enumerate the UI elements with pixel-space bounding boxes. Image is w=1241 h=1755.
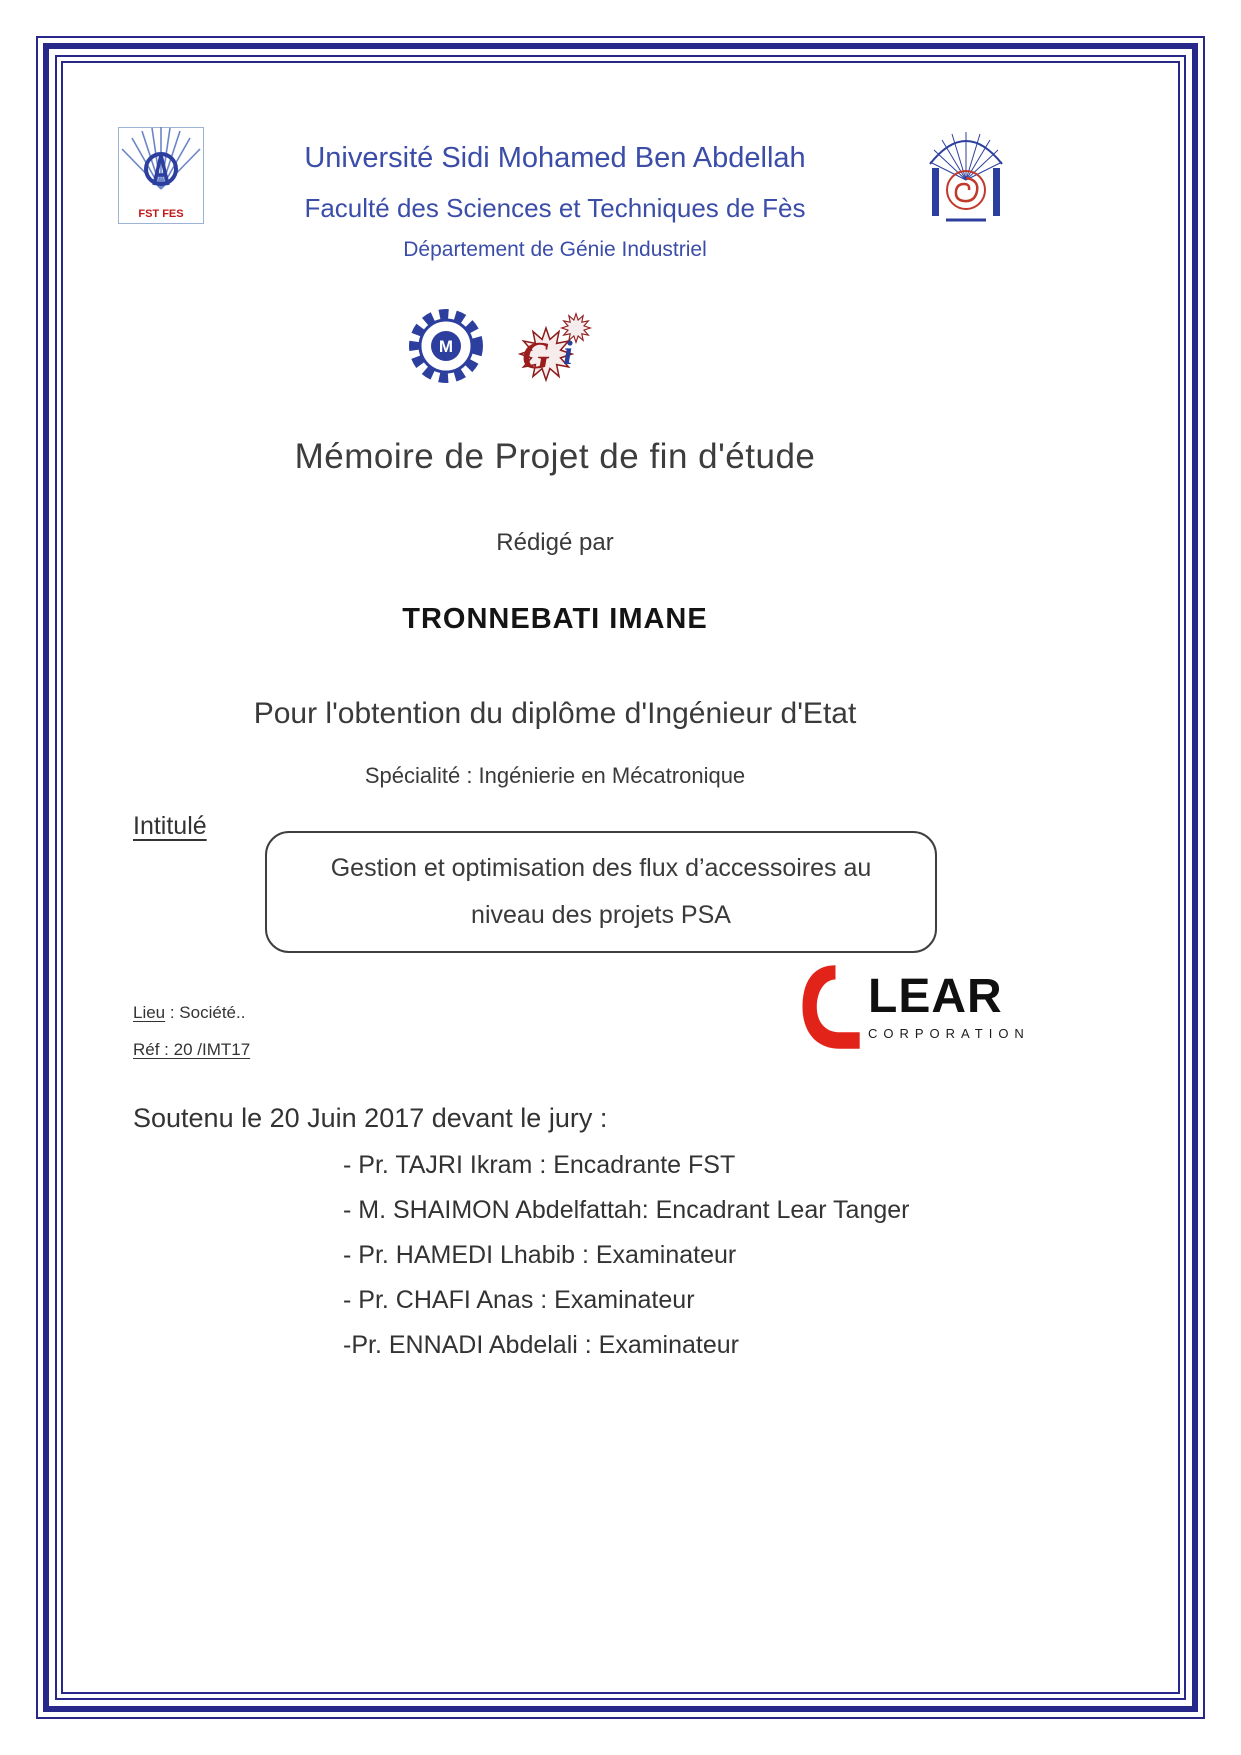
jury-list xyxy=(343,1150,910,1360)
lear-logo xyxy=(798,963,1030,1051)
gi-starburst-icon xyxy=(512,308,596,388)
lear-subtitle: CORPORATION xyxy=(868,1026,1030,1041)
gi-logo-letter-g: G xyxy=(522,335,550,377)
gear-icon xyxy=(405,305,487,387)
lear-wordmark xyxy=(868,970,1030,1041)
gi-logo xyxy=(512,308,596,388)
author-name: TRONNEBATI IMANE xyxy=(402,603,708,635)
jury-item: - Pr. HAMEDI Lhabib : Examinateur xyxy=(343,1241,737,1269)
defense-line: Soutenu le 20 Juin 2017 devant le jury : xyxy=(133,1103,608,1133)
jury-item: -Pr. ENNADI Abdelali : Examinateur xyxy=(343,1331,739,1359)
lieu-value: : Société.. xyxy=(165,1003,246,1022)
project-title-box xyxy=(265,831,937,953)
gear-logo-letter: M xyxy=(438,337,454,356)
specialty-line: Spécialité : Ingénierie en Mécatronique xyxy=(364,763,746,788)
gi-logo-letter-i: i xyxy=(563,335,573,372)
lieu-label: Lieu xyxy=(133,1003,166,1022)
jury-item: - M. SHAIMON Abdelfattah: Encadrant Lear Tanger xyxy=(343,1196,910,1224)
project-title-line2: niveau des projets PSA xyxy=(471,901,731,929)
ref-line: Réf : 20 /IMT17 xyxy=(133,1040,251,1059)
jury-item: - Pr. TAJRI Ikram : Encadrante FST xyxy=(343,1151,736,1179)
genie-industriel-gear-logo xyxy=(405,305,487,387)
project-title-line1: Gestion et optimisation des flux d’accessoires au xyxy=(330,854,872,882)
fst-fes-logo-caption: FST FES xyxy=(138,208,184,220)
intitule-label: Intitulé xyxy=(133,812,207,840)
lear-l-icon xyxy=(798,963,862,1051)
document-title: Mémoire de Projet de fin d'étude xyxy=(294,437,816,476)
university-name: Université Sidi Mohamed Ben Abdellah xyxy=(304,142,806,174)
jury-item: - Pr. CHAFI Anas : Examinateur xyxy=(343,1286,695,1314)
faculty-name: Faculté des Sciences et Techniques de Fès xyxy=(304,193,806,223)
written-by-label: Rédigé par xyxy=(496,529,614,556)
lear-name: LEAR xyxy=(868,970,1003,1023)
degree-line: Pour l'obtention du diplôme d'Ingénieur d'Etat xyxy=(253,697,857,730)
lieu-line xyxy=(133,1003,245,1023)
department-name: Département de Génie Industriel xyxy=(403,238,707,261)
